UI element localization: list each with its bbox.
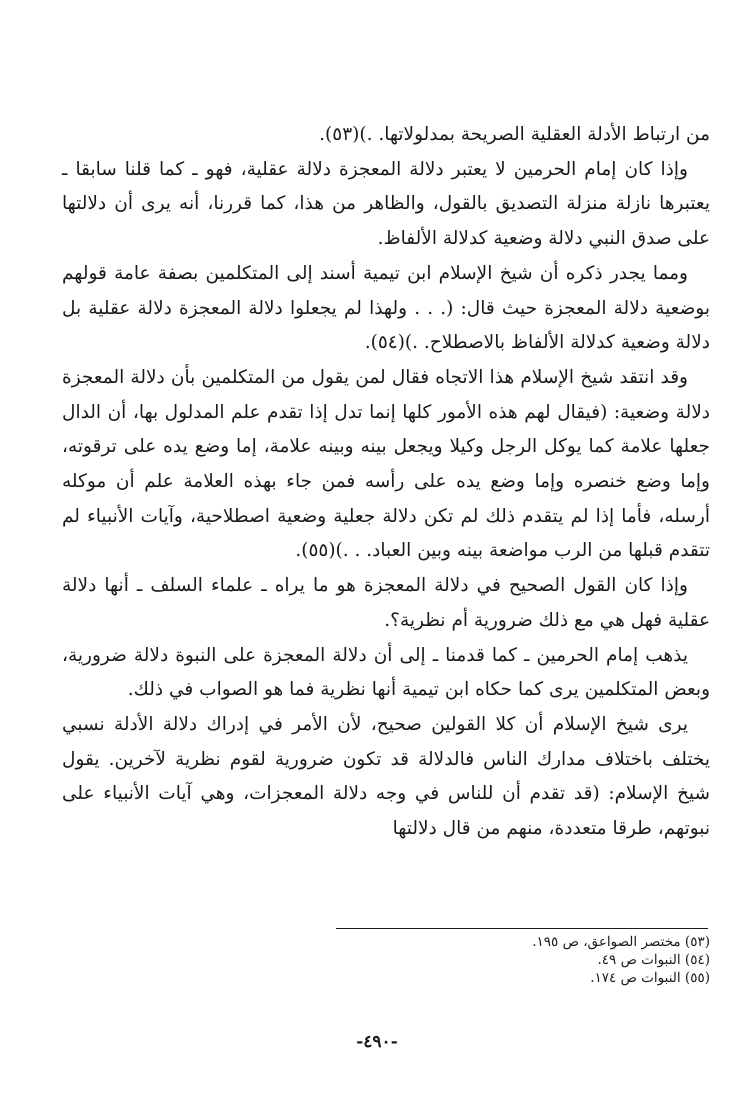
footnote-divider: [336, 928, 708, 929]
paragraph-1: من ارتباط الأدلة العقلية الصريحة بمدلولاتها. .)(٥٣).: [319, 124, 710, 145]
paragraph-3: ومما يجدر ذكره أن شيخ الإسلام ابن تيمية أسند إلى المتكلمين بصفة عامة قولهم بوضعية دلالة المعجزة حيث قال: (. . . ولهذا لم يجعلوا دلالة المعجزة دلالة عقلية بل دلالة وضعية كدلالة الألفاظ بالاصطلاح. .)(٥٤).: [62, 262, 710, 354]
footnote-53: (٥٣) مختصر الصواعق، ص ١٩٥.: [532, 934, 710, 950]
paragraph-7: يرى شيخ الإسلام أن كلا القولين صحيح، لأن الأمر في إدراك دلالة الأدلة نسبي يختلف باختلاف مدارك الناس فالدلالة قد تكون ضرورية لقوم نظرية لآخرين. يقول شيخ الإسلام: (قد تقدم أن للناس في وجه دلالة المعجزات، وهي آيات الأنبياء على نبوتهم، طرقا متعددة، منهم من قال دلالتها: [62, 713, 710, 840]
paragraph-4: وقد انتقد شيخ الإسلام هذا الاتجاه فقال لمن يقول من المتكلمين بأن دلالة المعجزة دلالة وضعية: (فيقال لهم هذه الأمور كلها إنما تدل إذا تقدم علم المدلول بها، أن الدال جعلها علامة كما يوكل الرجل وكيلا ويجعل بينه وبينه علامة، إما وضع يده على ترقوته، وإما وضع خنصره وإما وضع يده على رأسه فمن جاء بهذه العلامة علم أن موكله أرسله، فأما إذا لم يتقدم ذلك لم تكن دلالة جعلية وضعية اصطلاحية، وآيات الأنبياء لم تتقدم قبلها من الرب مواضعة بينه وبين العباد. . .)(٥٥).: [62, 366, 710, 562]
footnotes: [300, 933, 710, 987]
footnote-55: (٥٥) النبوات ص ١٧٤.: [590, 970, 710, 986]
paragraph-5: وإذا كان القول الصحيح في دلالة المعجزة هو ما يراه ـ علماء السلف ـ أنها دلالة عقلية فهل هي مع ذلك ضرورية أم نظرية؟.: [62, 575, 710, 631]
footnote-54: (٥٤) النبوات ص ٤٩.: [597, 952, 710, 968]
main-text: [62, 118, 710, 847]
paragraph-6: يذهب إمام الحرمين ـ كما قدمنا ـ إلى أن دلالة المعجزة على النبوة دلالة ضرورية، وبعض المتكلمين يرى كما حكاه ابن تيمية أنها نظرية فما هو الصواب في ذلك.: [62, 644, 710, 701]
page-number: -٤٩٠-: [356, 1032, 398, 1052]
paragraph-2: وإذا كان إمام الحرمين لا يعتبر دلالة المعجزة دلالة عقلية، فهو ـ كما قلنا سابقا ـ يعتبرها نازلة منزلة التصديق بالقول، والظاهر من هذا، كما قررنا، أنه يرى أن دلالتها على صدق النبي دلالة وضعية كدلالة الألفاظ.: [62, 158, 710, 250]
